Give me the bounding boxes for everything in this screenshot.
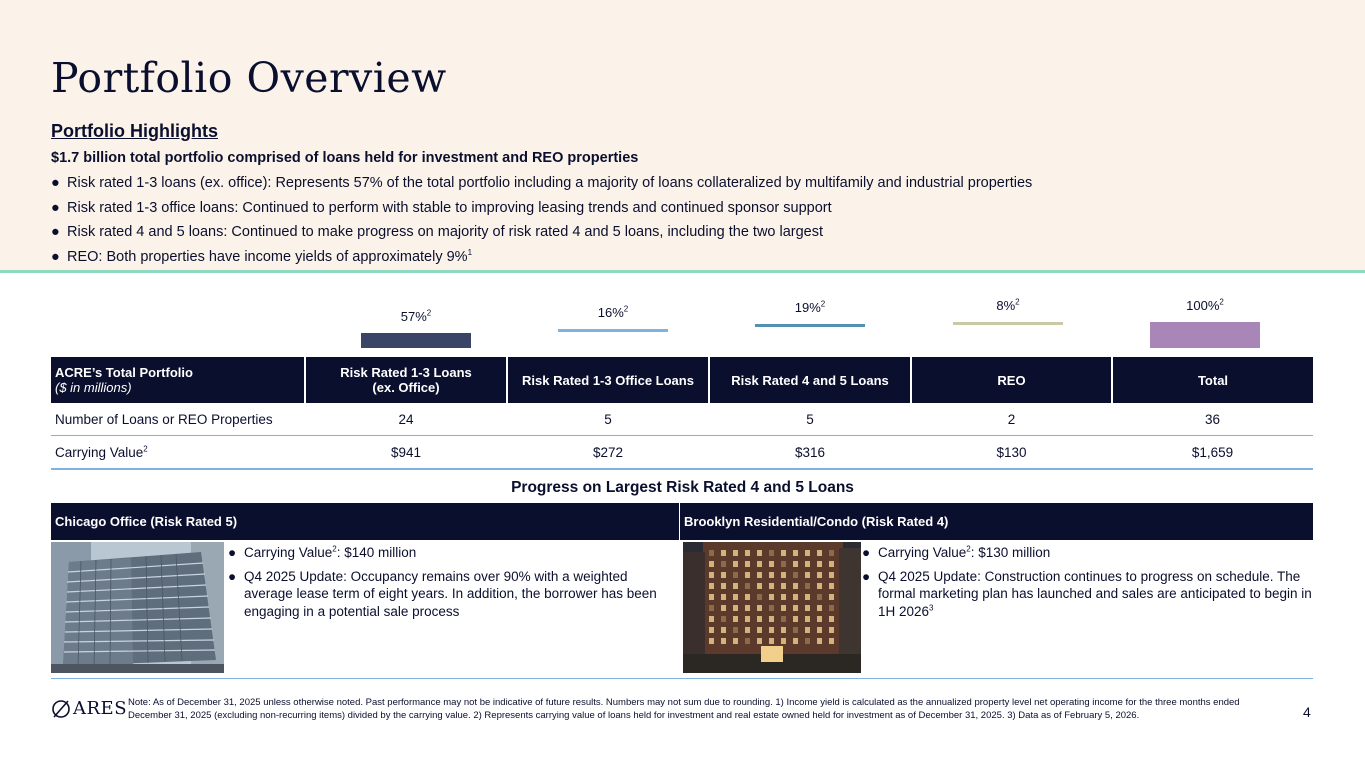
table-header-row — [51, 357, 1313, 403]
table-header-reo: REO — [911, 357, 1112, 403]
portfolio-table — [51, 357, 1313, 470]
table-cell: $1,659 — [1112, 436, 1313, 470]
table-cell: 36 — [1112, 403, 1313, 436]
bar-4 — [953, 322, 1063, 325]
table-header-rr13: Risk Rated 1-3 Loans (ex. Office) — [305, 357, 507, 403]
list-item: ● Carrying Value$^2$: $130 million — [862, 544, 1051, 560]
bar-3 — [755, 324, 865, 327]
bar-value-label: 19%$^2$ — [794, 299, 826, 315]
ares-logo-mark-icon — [51, 699, 71, 719]
highlights-heading: Portfolio Highlights — [51, 121, 218, 141]
list-item: ● Carrying Value$^2$: $140 million — [228, 544, 417, 560]
loan-header-chicago: Chicago Office (Risk Rated 5) — [51, 503, 679, 540]
highlight-bullet: ● REO: Both properties have income yields of approximately 9%$^1$ — [51, 247, 473, 265]
row-label: Number of Loans or REO Properties — [51, 403, 305, 436]
table-row — [51, 403, 1313, 436]
table-cell: 5 — [709, 403, 911, 436]
bar-1 — [361, 333, 471, 348]
table-header-rr13-office: Risk Rated 1-3 Office Loans — [507, 357, 709, 403]
page-number: 4 — [1303, 704, 1311, 720]
row-label: Carrying Value$^2$ — [51, 436, 305, 470]
highlight-bullet: ● Risk rated 1-3 office loans: Continued to perform with stable to improving leasing trends and continued sponsor support — [51, 199, 832, 216]
table-cell: 5 — [507, 403, 709, 436]
table-cell: $272 — [507, 436, 709, 470]
table-cell: 2 — [911, 403, 1112, 436]
table-cell: $316 — [709, 436, 911, 470]
table-cell: $130 — [911, 436, 1112, 470]
table-header-total: Total — [1112, 357, 1313, 403]
list-item: ● Q4 2025 Update: Occupancy remains over 90% with a weighted average lease term of eight years. In addition, the borrower has been engaging in a potential sale process — [228, 568, 657, 619]
table-cell: 24 — [305, 403, 507, 436]
highlight-bullet: ● Risk rated 1-3 loans (ex. office): Represents 57% of the total portfolio including a majority of loans collateralized by multifamily and industrial properties — [51, 175, 1033, 191]
portfolio-bar-chart — [0, 280, 1365, 352]
table-row — [51, 436, 1313, 470]
bar-value-label: 100%$^2$ — [1186, 297, 1224, 313]
table-cell: $941 — [305, 436, 507, 470]
highlight-bullet: ● Risk rated 4 and 5 loans: Continued to make progress on majority of risk rated 4 and 5 loans, including the two largest — [51, 224, 824, 240]
footnote-ref: 1 — [467, 247, 473, 257]
list-item: ● Q4 2025 Update: Construction continues to progress on schedule. The formal marketing plan has launched and sales are anticipated to begin in 1H 2026$^3$ — [862, 568, 1312, 619]
bar-5 — [1150, 322, 1260, 348]
bullet-marker: ● — [51, 175, 60, 191]
bar-value-label: 16%$^2$ — [597, 304, 629, 320]
chicago-office-photo — [51, 542, 224, 673]
bullet-marker: ● — [51, 248, 60, 265]
table-header-portfolio: ACRE’s Total Portfolio ($ in millions) — [51, 357, 305, 403]
bottom-divider — [51, 678, 1313, 679]
bar-2 — [558, 329, 668, 332]
bar-value-label: 57%$^2$ — [400, 308, 432, 324]
brooklyn-building-photo — [683, 542, 861, 673]
brooklyn-loan-details — [862, 544, 1312, 626]
highlights-subheading: $1.7 billion total portfolio comprised of loans held for investment and REO properties — [51, 150, 639, 166]
chicago-loan-details — [228, 544, 678, 626]
page-title: Portfolio Overview — [51, 54, 447, 102]
bullet-marker: ● — [51, 199, 60, 216]
ares-logo: ARES — [51, 698, 127, 719]
highlights-list — [51, 174, 1032, 272]
bar-value-label: 8%$^2$ — [996, 297, 1020, 313]
footnote-text: Note: As of December 31, 2025 unless otherwise noted. Past performance may not be indicative of future results. Numbers may not sum due to rounding. 1) Income yield is calculated as the annualized property level net operating income for the three months ended December 31, 2025 (excluding non-recurring items) divided by the carrying value. 2) Represents carrying value of loans held for investment and real estate owned held for investment as of December 31, 2025. 3) Data as of February 5, 2026. — [128, 697, 1240, 721]
loan-header-brooklyn: Brooklyn Residential/Condo (Risk Rated 4) — [680, 503, 1313, 540]
bullet-marker: ● — [51, 224, 60, 240]
table-header-rr45: Risk Rated 4 and 5 Loans — [709, 357, 911, 403]
progress-title: Progress on Largest Risk Rated 4 and 5 Loans — [511, 479, 854, 496]
